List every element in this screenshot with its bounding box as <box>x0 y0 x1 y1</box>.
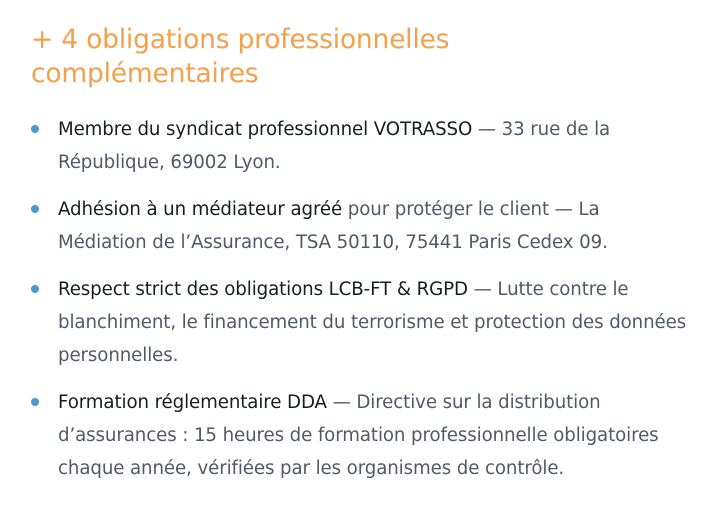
item-text: — Directive sur la distribution d’assurances : 15 heures de formation professionnelle obligatoires chaque année, vérifiées par les organismes de contrôle. <box>58 392 659 479</box>
bullet-icon <box>31 398 39 406</box>
item-text: — Lutte contre le blanchiment, le financement du terrorisme et protection des données personnelles. <box>58 279 687 366</box>
bullet-icon <box>31 205 39 213</box>
bullet-icon <box>31 285 39 293</box>
item-lead: Respect strict des obligations LCB-FT & RGPD <box>58 279 468 300</box>
item-text: — 33 rue de la République, 69002 Lyon. <box>58 119 611 173</box>
list-item <box>58 113 688 179</box>
list-item <box>58 193 688 259</box>
list-item <box>58 273 688 372</box>
bullet-icon <box>31 125 39 133</box>
item-text: pour protéger le client — La Médiation de l’Assurance, TSA 50110, 75441 Paris Cedex 09. <box>58 199 608 253</box>
item-lead: Membre du syndicat professionnel VOTRASSO <box>58 119 473 140</box>
list-item <box>58 386 688 485</box>
section-title: + 4 obligations professionnelles complémentaires <box>31 24 450 89</box>
item-lead: Adhésion à un médiateur agréé <box>58 199 343 220</box>
item-lead: Formation réglementaire DDA <box>58 392 327 413</box>
